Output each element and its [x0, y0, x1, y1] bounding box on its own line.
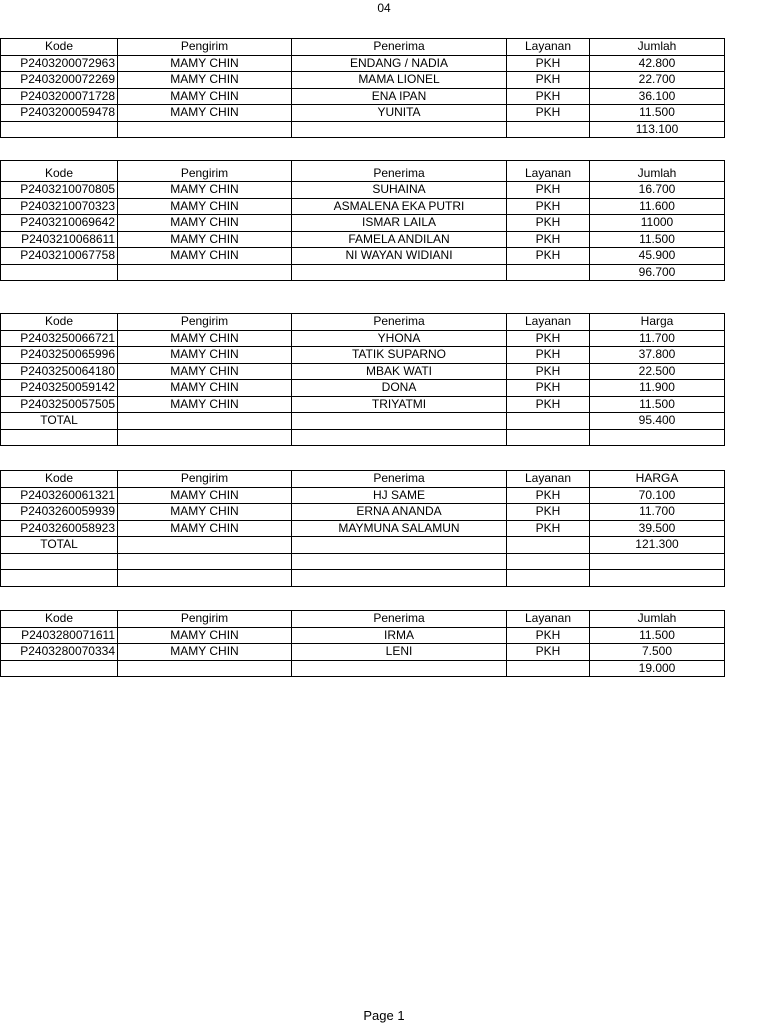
table-header-row	[1, 161, 725, 182]
amount-cell: 70.100	[590, 487, 725, 504]
total-label	[1, 660, 118, 677]
table-row	[1, 72, 725, 89]
shipment-table-2	[0, 160, 725, 281]
total-label: TOTAL	[1, 537, 118, 554]
amount-cell: 42.800	[590, 55, 725, 72]
amount-cell: 11000	[590, 215, 725, 232]
layanan-cell: PKH	[507, 380, 590, 397]
column-header-pengirim: Pengirim	[118, 471, 292, 488]
column-header-pengirim: Pengirim	[118, 611, 292, 628]
pengirim-cell: MAMY CHIN	[118, 487, 292, 504]
pengirim-cell: MAMY CHIN	[118, 644, 292, 661]
pengirim-cell: MAMY CHIN	[118, 347, 292, 364]
empty-cell	[292, 264, 507, 281]
column-header-layanan: Layanan	[507, 161, 590, 182]
empty-cell	[292, 413, 507, 430]
shipment-table-4	[0, 470, 725, 587]
amount-cell: 11.900	[590, 380, 725, 397]
table-row	[1, 231, 725, 248]
kode-cell: P2403250059142	[1, 380, 118, 397]
table-row	[1, 487, 725, 504]
column-header-amount: Jumlah	[590, 161, 725, 182]
column-header-penerima: Penerima	[292, 611, 507, 628]
layanan-cell: PKH	[507, 55, 590, 72]
column-header-kode: Kode	[1, 471, 118, 488]
table-row	[1, 504, 725, 521]
empty-row	[1, 429, 725, 446]
empty-row	[1, 553, 725, 570]
table-row	[1, 55, 725, 72]
kode-cell: P2403280070334	[1, 644, 118, 661]
page-number-header: 04	[377, 1, 391, 15]
pengirim-cell: MAMY CHIN	[118, 396, 292, 413]
total-value: 113.100	[590, 121, 725, 138]
column-header-layanan: Layanan	[507, 471, 590, 488]
penerima-cell: IRMA	[292, 627, 507, 644]
table-row	[1, 627, 725, 644]
empty-cell	[507, 660, 590, 677]
total-row	[1, 121, 725, 138]
page-footer: Page 1	[363, 1008, 405, 1023]
penerima-cell: MAYMUNA SALAMUN	[292, 520, 507, 537]
pengirim-cell: MAMY CHIN	[118, 88, 292, 105]
penerima-cell: MAMA LIONEL	[292, 72, 507, 89]
shipment-table-3	[0, 313, 725, 446]
penerima-cell: ISMAR LAILA	[292, 215, 507, 232]
total-value: 121.300	[590, 537, 725, 554]
column-header-kode: Kode	[1, 314, 118, 331]
pengirim-cell: MAMY CHIN	[118, 330, 292, 347]
amount-cell: 11.700	[590, 330, 725, 347]
column-header-amount: Harga	[590, 314, 725, 331]
pengirim-cell: MAMY CHIN	[118, 231, 292, 248]
kode-cell: P2403260059939	[1, 504, 118, 521]
kode-cell: P2403200072269	[1, 72, 118, 89]
table-row	[1, 248, 725, 265]
table-row	[1, 215, 725, 232]
penerima-cell: MBAK WATI	[292, 363, 507, 380]
amount-cell: 22.700	[590, 72, 725, 89]
table-row	[1, 396, 725, 413]
layanan-cell: PKH	[507, 248, 590, 265]
empty-cell	[292, 429, 507, 446]
column-header-layanan: Layanan	[507, 611, 590, 628]
empty-cell	[292, 660, 507, 677]
kode-cell: P2403210070805	[1, 182, 118, 199]
layanan-cell: PKH	[507, 627, 590, 644]
table-row	[1, 330, 725, 347]
total-row	[1, 264, 725, 281]
total-value: 96.700	[590, 264, 725, 281]
empty-cell	[507, 264, 590, 281]
empty-cell	[507, 121, 590, 138]
pengirim-cell: MAMY CHIN	[118, 363, 292, 380]
column-header-layanan: Layanan	[507, 39, 590, 56]
empty-cell	[118, 121, 292, 138]
pengirim-cell: MAMY CHIN	[118, 215, 292, 232]
penerima-cell: LENI	[292, 644, 507, 661]
layanan-cell: PKH	[507, 72, 590, 89]
amount-cell: 11.500	[590, 105, 725, 122]
kode-cell: P2403280071611	[1, 627, 118, 644]
empty-cell	[118, 537, 292, 554]
table-row	[1, 520, 725, 537]
kode-cell: P2403200071728	[1, 88, 118, 105]
kode-cell: P2403250066721	[1, 330, 118, 347]
penerima-cell: TRIYATMI	[292, 396, 507, 413]
empty-cell	[590, 553, 725, 570]
total-label	[1, 121, 118, 138]
column-header-kode: Kode	[1, 39, 118, 56]
column-header-pengirim: Pengirim	[118, 314, 292, 331]
layanan-cell: PKH	[507, 105, 590, 122]
penerima-cell: ENDANG / NADIA	[292, 55, 507, 72]
table-row	[1, 347, 725, 364]
layanan-cell: PKH	[507, 504, 590, 521]
layanan-cell: PKH	[507, 182, 590, 199]
penerima-cell: TATIK SUPARNO	[292, 347, 507, 364]
empty-cell	[118, 413, 292, 430]
table-header-row	[1, 39, 725, 56]
total-row	[1, 537, 725, 554]
table-header-row	[1, 611, 725, 628]
penerima-cell: SUHAINA	[292, 182, 507, 199]
empty-cell	[118, 570, 292, 587]
layanan-cell: PKH	[507, 215, 590, 232]
empty-cell	[590, 570, 725, 587]
layanan-cell: PKH	[507, 231, 590, 248]
table-row	[1, 105, 725, 122]
table-row	[1, 88, 725, 105]
kode-cell: P2403210069642	[1, 215, 118, 232]
amount-cell: 16.700	[590, 182, 725, 199]
amount-cell: 11.700	[590, 504, 725, 521]
amount-cell: 11.500	[590, 231, 725, 248]
table-row	[1, 363, 725, 380]
penerima-cell: DONA	[292, 380, 507, 397]
empty-cell	[118, 429, 292, 446]
penerima-cell: NI WAYAN WIDIANI	[292, 248, 507, 265]
pengirim-cell: MAMY CHIN	[118, 198, 292, 215]
table-row	[1, 380, 725, 397]
kode-cell: P2403250065996	[1, 347, 118, 364]
pengirim-cell: MAMY CHIN	[118, 55, 292, 72]
kode-cell: P2403260061321	[1, 487, 118, 504]
layanan-cell: PKH	[507, 396, 590, 413]
column-header-layanan: Layanan	[507, 314, 590, 331]
table-row	[1, 644, 725, 661]
column-header-amount: Jumlah	[590, 39, 725, 56]
total-value: 19.000	[590, 660, 725, 677]
empty-cell	[1, 570, 118, 587]
amount-cell: 39.500	[590, 520, 725, 537]
column-header-amount: Jumlah	[590, 611, 725, 628]
empty-cell	[590, 429, 725, 446]
kode-cell: P2403250057505	[1, 396, 118, 413]
layanan-cell: PKH	[507, 520, 590, 537]
pengirim-cell: MAMY CHIN	[118, 627, 292, 644]
column-header-penerima: Penerima	[292, 314, 507, 331]
table-header-row	[1, 314, 725, 331]
empty-cell	[292, 553, 507, 570]
amount-cell: 45.900	[590, 248, 725, 265]
column-header-kode: Kode	[1, 161, 118, 182]
empty-cell	[1, 553, 118, 570]
total-label	[1, 264, 118, 281]
kode-cell: P2403200072963	[1, 55, 118, 72]
empty-cell	[507, 570, 590, 587]
kode-cell: P2403200059478	[1, 105, 118, 122]
kode-cell: P2403210070323	[1, 198, 118, 215]
empty-cell	[507, 413, 590, 430]
shipment-table-5	[0, 610, 725, 677]
kode-cell: P2403210067758	[1, 248, 118, 265]
layanan-cell: PKH	[507, 644, 590, 661]
table-header-row	[1, 471, 725, 488]
column-header-pengirim: Pengirim	[118, 39, 292, 56]
amount-cell: 36.100	[590, 88, 725, 105]
shipment-table-1	[0, 38, 725, 138]
layanan-cell: PKH	[507, 347, 590, 364]
amount-cell: 22.500	[590, 363, 725, 380]
empty-cell	[507, 553, 590, 570]
amount-cell: 11.500	[590, 627, 725, 644]
penerima-cell: ERNA ANANDA	[292, 504, 507, 521]
total-label: TOTAL	[1, 413, 118, 430]
amount-cell: 37.800	[590, 347, 725, 364]
column-header-pengirim: Pengirim	[118, 161, 292, 182]
kode-cell: P2403250064180	[1, 363, 118, 380]
column-header-kode: Kode	[1, 611, 118, 628]
table-row	[1, 182, 725, 199]
amount-cell: 7.500	[590, 644, 725, 661]
layanan-cell: PKH	[507, 88, 590, 105]
empty-row	[1, 570, 725, 587]
penerima-cell: YUNITA	[292, 105, 507, 122]
layanan-cell: PKH	[507, 363, 590, 380]
pengirim-cell: MAMY CHIN	[118, 380, 292, 397]
column-header-penerima: Penerima	[292, 39, 507, 56]
layanan-cell: PKH	[507, 198, 590, 215]
empty-cell	[118, 553, 292, 570]
penerima-cell: YHONA	[292, 330, 507, 347]
amount-cell: 11.500	[590, 396, 725, 413]
penerima-cell: HJ SAME	[292, 487, 507, 504]
total-row	[1, 660, 725, 677]
column-header-penerima: Penerima	[292, 161, 507, 182]
empty-cell	[292, 121, 507, 138]
empty-cell	[292, 570, 507, 587]
empty-cell	[507, 537, 590, 554]
pengirim-cell: MAMY CHIN	[118, 182, 292, 199]
penerima-cell: ENA IPAN	[292, 88, 507, 105]
kode-cell: P2403210068611	[1, 231, 118, 248]
empty-cell	[1, 429, 118, 446]
empty-cell	[118, 660, 292, 677]
kode-cell: P2403260058923	[1, 520, 118, 537]
table-row	[1, 198, 725, 215]
layanan-cell: PKH	[507, 330, 590, 347]
total-row	[1, 413, 725, 430]
penerima-cell: ASMALENA EKA PUTRI	[292, 198, 507, 215]
pengirim-cell: MAMY CHIN	[118, 72, 292, 89]
column-header-penerima: Penerima	[292, 471, 507, 488]
layanan-cell: PKH	[507, 487, 590, 504]
column-header-amount: HARGA	[590, 471, 725, 488]
pengirim-cell: MAMY CHIN	[118, 248, 292, 265]
pengirim-cell: MAMY CHIN	[118, 105, 292, 122]
penerima-cell: FAMELA ANDILAN	[292, 231, 507, 248]
pengirim-cell: MAMY CHIN	[118, 520, 292, 537]
empty-cell	[292, 537, 507, 554]
total-value: 95.400	[590, 413, 725, 430]
amount-cell: 11.600	[590, 198, 725, 215]
pengirim-cell: MAMY CHIN	[118, 504, 292, 521]
empty-cell	[507, 429, 590, 446]
empty-cell	[118, 264, 292, 281]
